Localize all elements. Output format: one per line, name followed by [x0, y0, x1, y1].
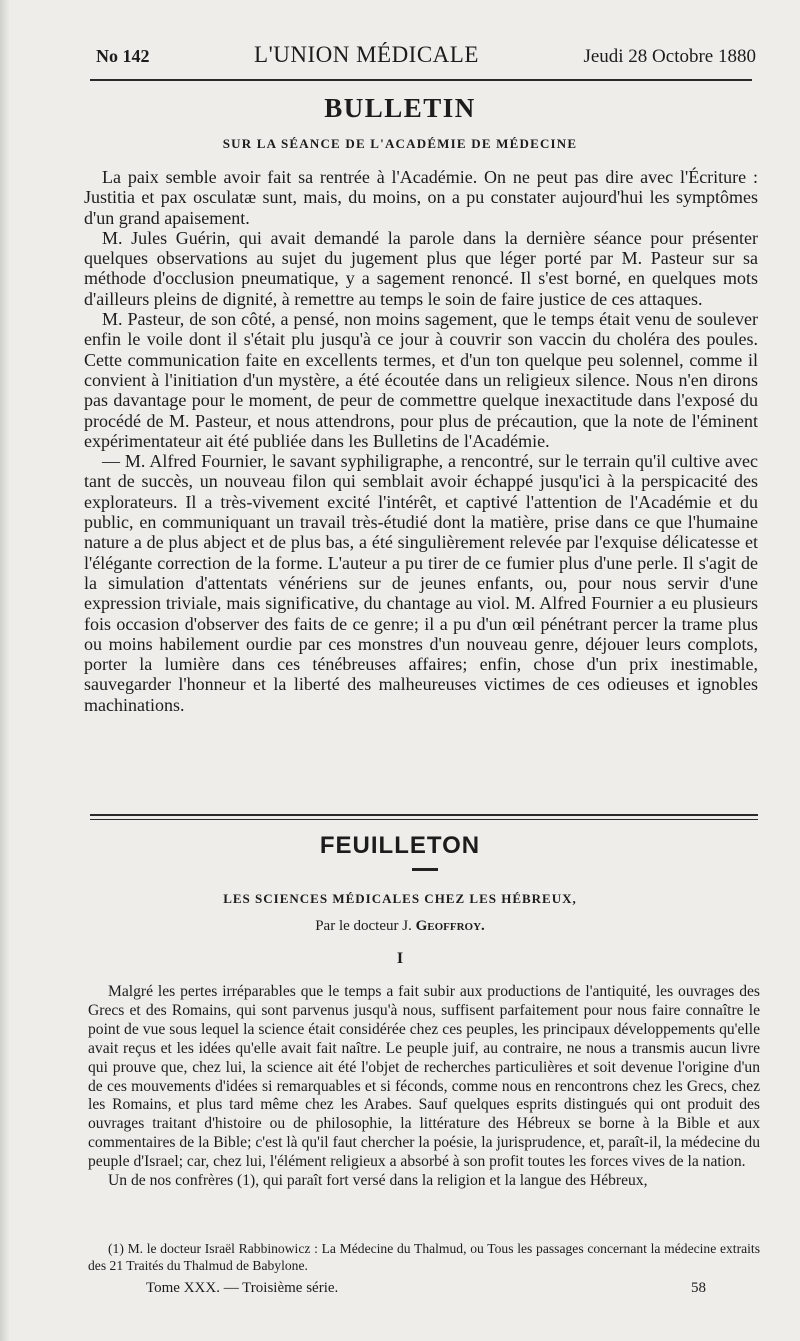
bulletin-title: BULLETIN — [324, 93, 476, 123]
feuilleton-body — [88, 983, 760, 1191]
section-rule-thick — [90, 814, 758, 816]
bulletin-paragraph: La paix semble avoir fait sa rentrée à l'Académie. On ne peut pas dire avec l'Écriture : Justitia et pax osculatæ sunt, mais, du moins, on a pu constater aujourd'hui les symptômes d'un grand apaisement. — [84, 167, 758, 228]
page-header — [96, 42, 756, 68]
bulletin-subtitle: SUR LA SÉANCE DE L'ACADÉMIE DE MÉDECINE — [222, 136, 578, 151]
page-edge-shadow — [0, 0, 10, 1341]
header-rule — [90, 79, 752, 81]
page-footer — [146, 1280, 706, 1297]
page-number: 58 — [691, 1280, 706, 1296]
footnote — [88, 1240, 760, 1274]
bulletin-paragraph: — M. Alfred Fournier, le savant syphiligraphe, a rencontré, sur le terrain qu'il cultive avec tant de succès, un nouveau filon qui semblait avoir échappé jusqu'ici à la perspicacité des explorateurs. Il a très-vivement excité l'intérêt, et captivé l'attention de l'Académie et du public, en communiquant un travail très-étudié dont la matière, prise dans ce que l'humaine nature a de plus abject et de plus bas, a été singulièrement relevée par l'exquise délicatesse et l'élégante correction de la forme. L'auteur a pu tirer de ce fumier plus d'une perle. Il s'agit de la simulation d'attentats vénériens sur de jeunes enfants, ou, pour nous servir d'une expression triviale, mais significative, du chantage au viol. M. Alfred Fournier a eu plusieurs fois occasion d'observer des faits de ce genre; il a pu d'un œil pénétrant percer la trame plus ou moins habilement ourdie par ces monstres d'un nouveau genre, déjouer leurs complots, porter la lumière dans ces ténébreuses affaires; enfin, chose d'un prix inestimable, sauvegarder l'honneur et la liberté des malheureuses victimes de ces odieuses et ignobles machinations. — [84, 451, 758, 715]
volume-label: Tome XXX. — Troisième série. — [146, 1280, 339, 1296]
feuilleton-title: FEUILLETON — [319, 832, 481, 859]
footnote-text: (1) M. le docteur Israël Rabbinowicz : La Médecine du Thalmud, ou Tous les passages concernant la médecine extraits des 21 Traités du Thalmud de Babylone. — [88, 1241, 760, 1273]
feuilleton-author — [0, 918, 800, 935]
bulletin-body — [84, 167, 758, 715]
bulletin-paragraph: M. Pasteur, de son côté, a pensé, non moins sagement, que le temps était venu de soulever enfin le voile dont il s'était plu jusqu'à ce jour à couvrir son vaccin du choléra des poules. Cette communication faite en excellents termes, et d'un ton quelque peu solennel, comme il convient à l'initiation d'un mystère, a été écoutée dans un religieux silence. Nous n'en dirons pas davantage pour le moment, de peur de commettre quelque inexactitude dans l'exposé du procédé de M. Pasteur, et nous attendrons, pour plus de précaution, que la note de l'éminent expérimentateur ait été publiée dans les Bulletins de l'Académie. — [84, 309, 758, 451]
author-prefix: Par le docteur J. — [315, 918, 412, 934]
feuilleton-dash — [412, 868, 438, 871]
feuilleton-paragraph: Un de nos confrères (1), qui paraît fort versé dans la religion et la langue des Hébreux, — [108, 1172, 648, 1190]
feuilleton-subtitle: LES SCIENCES MÉDICALES CHEZ LES HÉBREUX, — [223, 891, 577, 906]
section-rule-thin — [90, 819, 758, 820]
issue-date: Jeudi 28 Octobre 1880 — [583, 46, 756, 67]
journal-title: L'UNION MÉDICALE — [254, 42, 479, 67]
issue-number: No 142 — [96, 46, 150, 66]
section-numeral: I — [396, 950, 404, 967]
feuilleton-paragraph: Malgré les pertes irréparables que le temps a fait subir aux productions de l'antiquité, les ouvrages des Grecs et des Romains, qui sont parvenus jusqu'à nous, suffisent parfaitement pour nous faire connaître le point de vue sous lequel la science était considérée chez ces peuples, les principaux développements qu'elle avait reçus et les idées qu'elle avait fait naître. Le peuple juif, au contraire, ne nous a transmis aucun livre qui prouve que, chez lui, la science ait été l'objet de recherches particulières et soit devenue l'origine d'un de ces mouvements d'idées si remarquables et si féconds, comme nous en rencontrons chez les Grecs, chez les Romains, et plus tard même chez les Arabes. Sauf quelques esprits distingués qui ont produit des ouvrages traitant d'histoire ou de philosophie, la littérature des Hébreux se borne à la Bible et aux commentaires de la Bible; c'est là qu'il faut chercher la poésie, la jurisprudence, et, paraît-il, la médecine du peuple d'Israel; car, chez lui, l'élément religieux a absorbé à son profit toutes les forces vives de la nation. — [88, 983, 760, 1171]
author-name: Geoffroy. — [415, 918, 485, 934]
bulletin-paragraph: M. Jules Guérin, qui avait demandé la parole dans la dernière séance pour présenter quelques observations au sujet du jugement plus que léger porté par M. Pasteur sur sa méthode d'occlusion pneumatique, y a sagement renoncé. Il s'est borné, en quelques mots d'ailleurs pleins de dignité, à remettre au temps le soin de faire justice de ces attaques. — [84, 227, 758, 309]
